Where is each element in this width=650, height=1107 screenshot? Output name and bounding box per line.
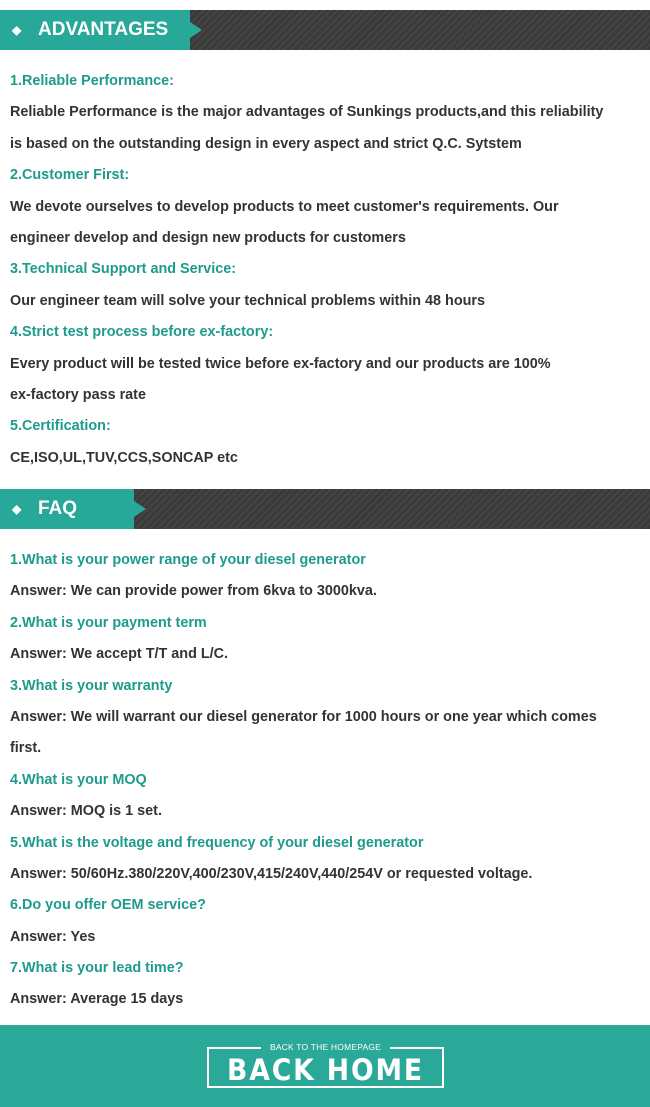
advantages-heading: 1.Reliable Performance:	[10, 73, 174, 89]
faq-header	[0, 489, 650, 529]
faq-heading: 3.What is your warranty	[10, 677, 173, 694]
back-home-button[interactable]	[207, 1042, 444, 1088]
faq-text: Answer: We can provide power from 6kva to 3000kva.	[10, 583, 377, 600]
advantages-text: Our engineer team will solve your technical problems within 48 hours	[10, 292, 486, 309]
faq-text: Answer: 50/60Hz.380/220V,400/230V,415/240V,440/254V or requested voltage.	[10, 865, 533, 882]
advantages-text: Every product will be tested twice before ex-factory and our products are 100%	[10, 355, 551, 372]
advantages-title: ADVANTAGES	[38, 19, 169, 40]
advantages-text: engineer develop and design new products for customers	[10, 229, 406, 246]
faq-tab	[0, 489, 134, 529]
faq-heading: 5.What is the voltage and frequency of your diesel generator	[10, 834, 424, 851]
faq-text: Answer: MOQ is 1 set.	[10, 803, 162, 820]
faq-heading: 2.What is your payment term	[10, 614, 207, 631]
advantages-heading: 4.Strict test process before ex-factory:	[10, 324, 274, 341]
advantages-text: Reliable Performance is the major advantages of Sunkings products,and this reliability	[10, 104, 604, 121]
advantages-header	[0, 10, 650, 50]
faq-text: first.	[10, 740, 42, 757]
faq-title: FAQ	[38, 498, 78, 519]
advantages-heading: 5.Certification:	[10, 418, 111, 435]
diamond-icon: ◆	[12, 502, 22, 516]
advantages-heading: 2.Customer First:	[10, 167, 130, 184]
faq-heading: 6.Do you offer OEM service?	[10, 897, 206, 914]
faq-content	[10, 545, 646, 1016]
faq-text: Answer: We accept T/T and L/C.	[10, 646, 229, 663]
advantages-text: is based on the outstanding design in every aspect and strict Q.C. Sytstem	[10, 135, 522, 152]
faq-heading: 4.What is your MOQ	[10, 771, 147, 788]
advantages-tab	[0, 10, 190, 50]
advantages-content	[10, 66, 646, 474]
faq-heading: 7.What is your lead time?	[10, 960, 184, 977]
advantages-text: ex-factory pass rate	[10, 386, 146, 403]
faq-heading: 1.What is your power range of your diesel generator	[10, 552, 366, 568]
faq-text: Answer: We will warrant our diesel generator for 1000 hours or one year which comes	[10, 708, 597, 725]
diamond-icon: ◆	[12, 23, 22, 37]
back-home-label: BACK HOME	[227, 1053, 424, 1087]
faq-text: Answer: Average 15 days	[10, 991, 184, 1008]
footer-banner	[0, 1025, 650, 1107]
advantages-text: CE,ISO,UL,TUV,CCS,SONCAP etc	[10, 449, 238, 466]
back-home-caption: BACK TO THE HOMEPAGE	[269, 1042, 382, 1052]
advantages-text: We devote ourselves to develop products to meet customer's requirements. Our	[10, 198, 559, 215]
faq-text: Answer: Yes	[10, 928, 96, 945]
advantages-heading: 3.Technical Support and Service:	[10, 261, 237, 278]
